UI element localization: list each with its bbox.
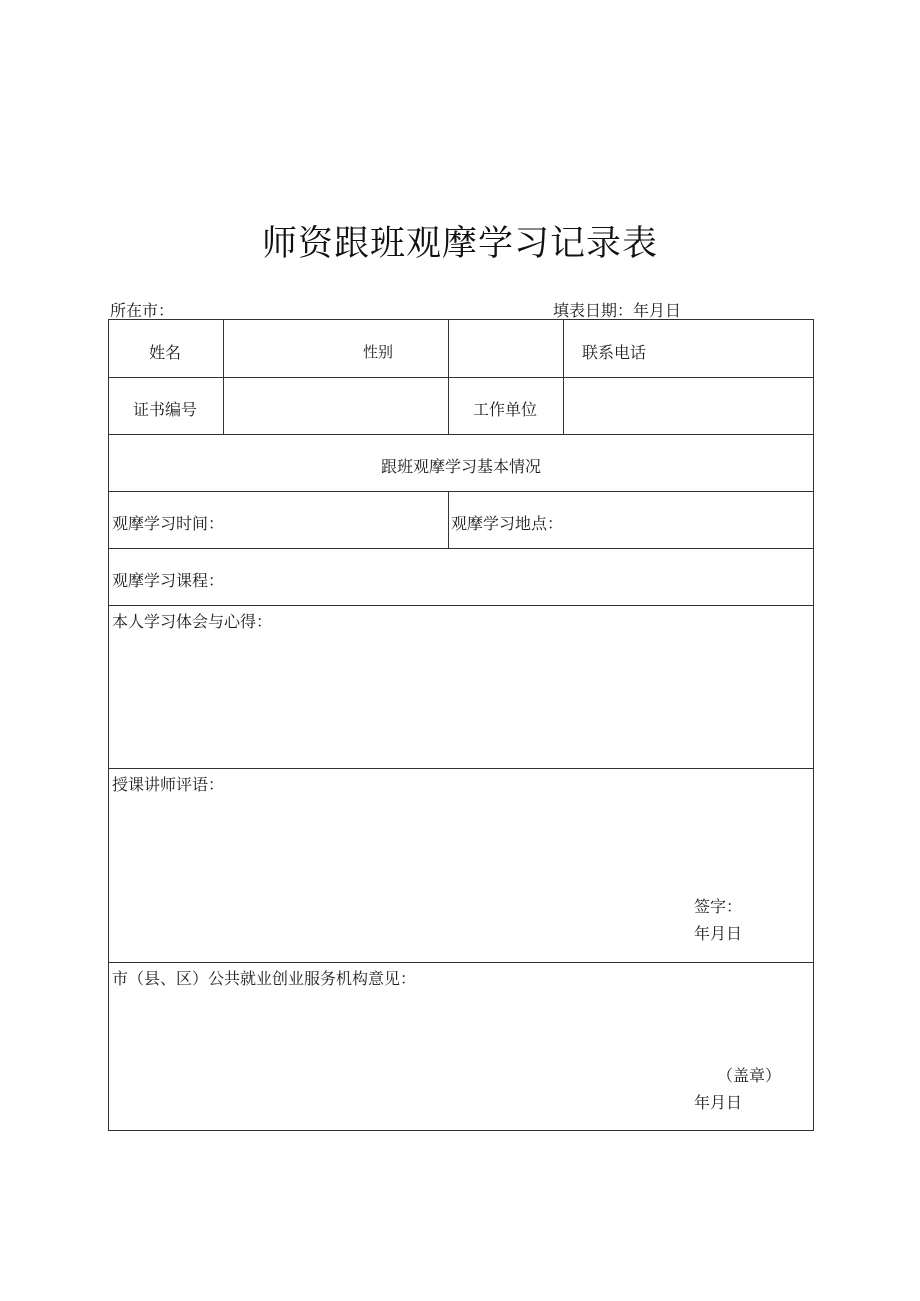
agency-date-label: 年月日 [694,1093,743,1112]
study-time-label: 观摩学习时间： [112,514,225,533]
col-divider [223,320,224,434]
col-divider [563,320,564,434]
city-label: 所在市： [110,301,175,320]
row-divider [109,605,813,606]
section-title: 跟班观摩学习基本情况 [380,457,541,476]
teacher-comment-label: 授课讲师评语： [112,775,225,794]
row-divider [109,548,813,549]
row-divider [109,377,813,378]
experience-label: 本人学习体会与心得： [112,612,273,631]
row-divider [109,434,813,435]
page-title: 师资跟班观摩学习记录表 [261,224,658,264]
phone-label: 联系电话 [582,343,647,362]
gender-label: 性别 [363,343,394,361]
name-label: 姓名 [149,343,182,362]
date-label: 填表日期：年月日 [553,301,682,320]
row-divider [109,768,813,769]
signature-label: 签字： [694,897,743,916]
cert-number-label: 证书编号 [133,400,198,419]
row-divider [109,962,813,963]
seal-label: （盖章） [717,1066,782,1085]
col-divider [448,491,449,548]
study-place-label: 观摩学习地点： [451,514,564,533]
teacher-date-label: 年月日 [694,924,743,943]
col-divider [448,320,449,434]
course-label: 观摩学习课程： [112,571,225,590]
row-divider [109,491,813,492]
record-form [108,319,814,1131]
agency-opinion-label: 市（县、区）公共就业创业服务机构意见： [112,969,417,988]
workplace-label: 工作单位 [473,400,538,419]
